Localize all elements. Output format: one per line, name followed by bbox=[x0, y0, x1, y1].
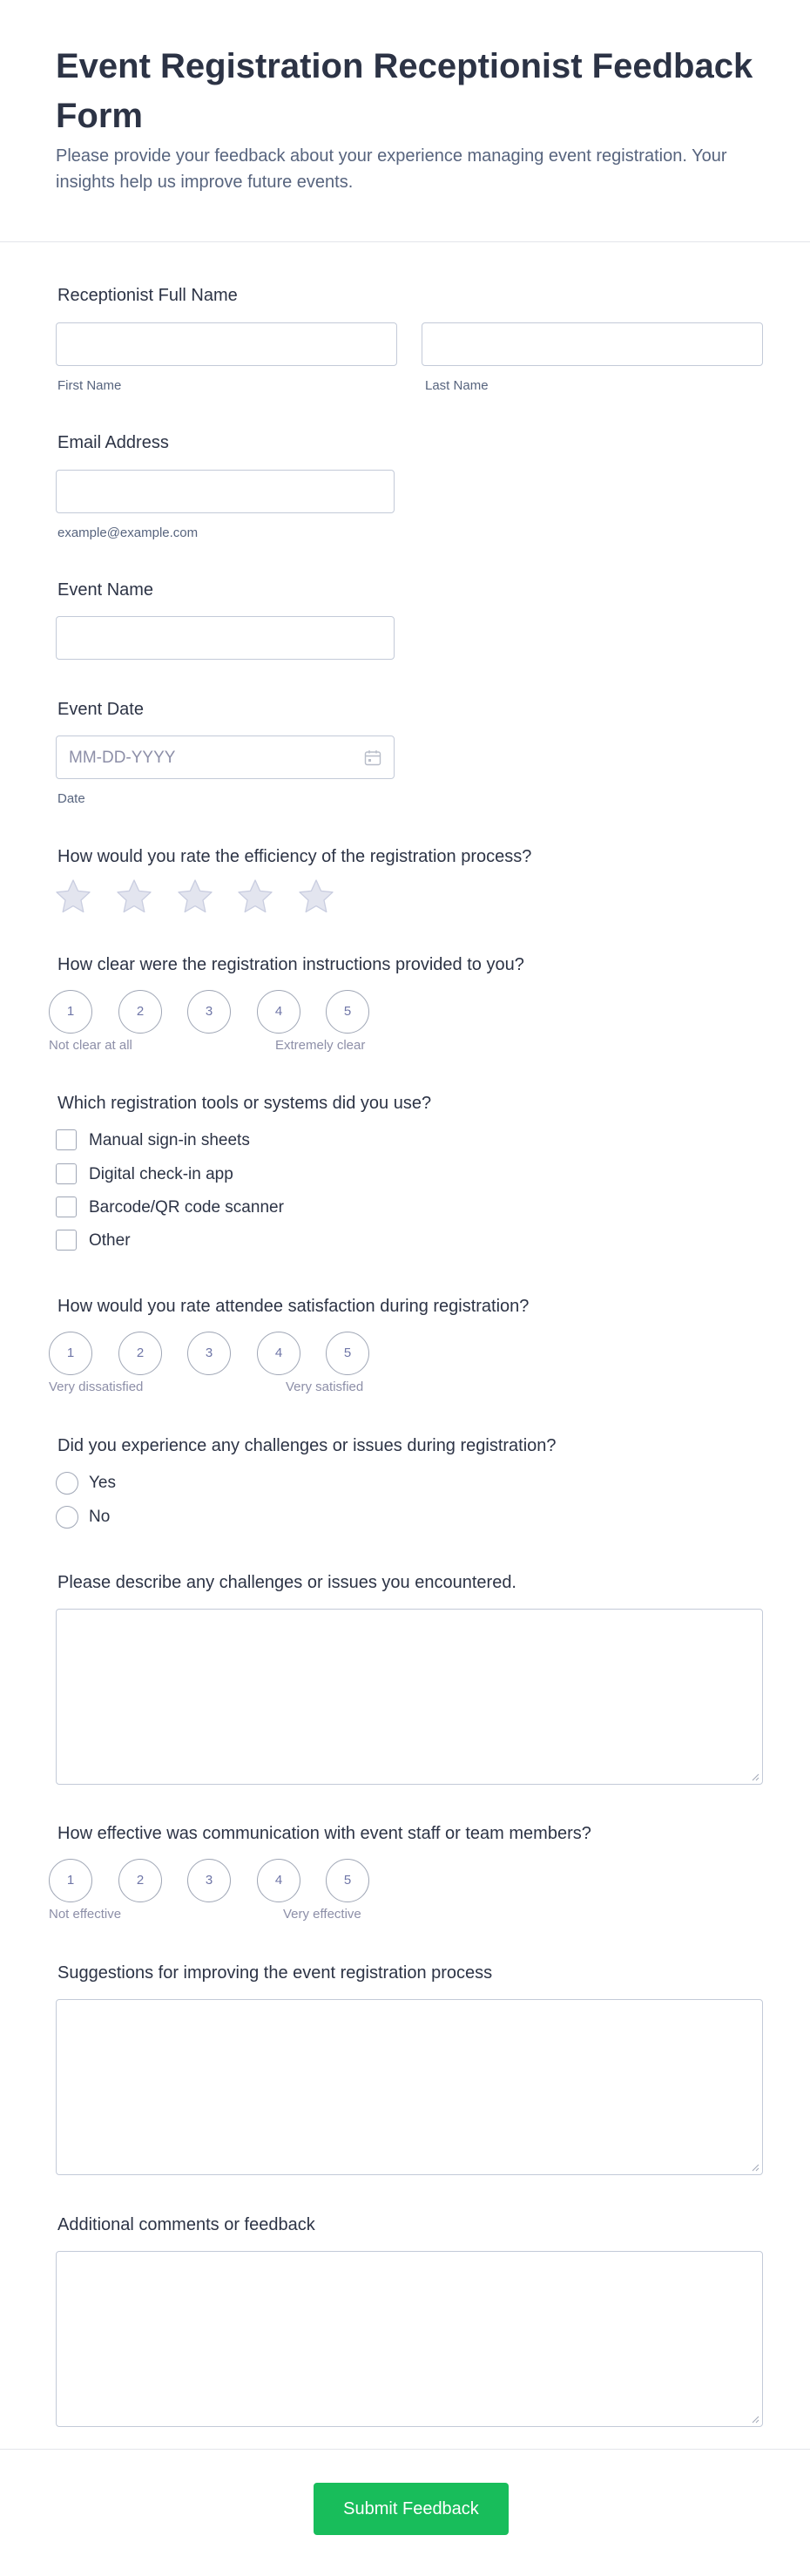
star-icon[interactable] bbox=[115, 878, 153, 916]
first-name-sublabel: First Name bbox=[57, 378, 122, 393]
checkbox[interactable] bbox=[56, 1230, 77, 1251]
star-icon[interactable] bbox=[297, 878, 335, 916]
satisfaction-label: How would you rate attendee satisfaction during registration? bbox=[57, 1297, 530, 1316]
email-input[interactable] bbox=[56, 470, 395, 513]
satisfaction-high-label: Very satisfied bbox=[286, 1380, 364, 1394]
clarity-label: How clear were the registration instructions provided to you? bbox=[57, 955, 524, 974]
form-header bbox=[0, 0, 810, 242]
last-name-input[interactable] bbox=[422, 322, 763, 366]
full-name-label: Receptionist Full Name bbox=[57, 286, 238, 305]
satisfaction-option[interactable]: 2 bbox=[118, 1332, 162, 1375]
checkbox-label: Digital check-in app bbox=[89, 1165, 233, 1183]
checkbox[interactable] bbox=[56, 1129, 77, 1150]
form-description: Please provide your feedback about your experience managing event registration. Your insights help us improve future events. bbox=[56, 146, 727, 192]
clarity-option[interactable]: 1 bbox=[49, 990, 92, 1034]
radio-label: No bbox=[89, 1508, 111, 1526]
radio-button[interactable] bbox=[56, 1472, 78, 1495]
resize-handle-icon[interactable] bbox=[751, 2163, 759, 2172]
radio-label: Yes bbox=[89, 1474, 116, 1492]
satisfaction-option[interactable]: 4 bbox=[257, 1332, 300, 1375]
communication-low-label: Not effective bbox=[49, 1907, 122, 1922]
checkbox-label: Manual sign-in sheets bbox=[89, 1131, 250, 1149]
email-label: Email Address bbox=[57, 433, 169, 452]
event-name-input[interactable] bbox=[56, 616, 395, 660]
event-date-input[interactable] bbox=[56, 736, 395, 779]
checkbox[interactable] bbox=[56, 1163, 77, 1184]
satisfaction-option[interactable]: 3 bbox=[187, 1332, 231, 1375]
clarity-option[interactable]: 4 bbox=[257, 990, 300, 1034]
clarity-option[interactable]: 2 bbox=[118, 990, 162, 1034]
clarity-option[interactable]: 5 bbox=[326, 990, 369, 1034]
resize-handle-icon[interactable] bbox=[751, 1773, 759, 1781]
communication-option[interactable]: 5 bbox=[326, 1859, 369, 1902]
satisfaction-option[interactable]: 5 bbox=[326, 1332, 369, 1375]
email-sublabel: example@example.com bbox=[57, 525, 199, 540]
clarity-option[interactable]: 3 bbox=[187, 990, 231, 1034]
communication-option[interactable]: 4 bbox=[257, 1859, 300, 1902]
communication-option[interactable]: 1 bbox=[49, 1859, 92, 1902]
form-footer bbox=[0, 2449, 810, 2576]
last-name-sublabel: Last Name bbox=[425, 378, 489, 393]
suggestions-textarea[interactable] bbox=[56, 1999, 763, 2175]
first-name-input[interactable] bbox=[56, 322, 397, 366]
clarity-low-label: Not clear at all bbox=[49, 1038, 132, 1053]
describe-label: Please describe any challenges or issues you encountered. bbox=[57, 1573, 516, 1592]
communication-high-label: Very effective bbox=[283, 1907, 361, 1922]
checkbox-label: Barcode/QR code scanner bbox=[89, 1198, 284, 1217]
star-icon[interactable] bbox=[54, 878, 92, 916]
radio-button[interactable] bbox=[56, 1506, 78, 1529]
event-date-placeholder: MM-DD-YYYY bbox=[69, 749, 176, 767]
communication-option[interactable]: 2 bbox=[118, 1859, 162, 1902]
tools-label: Which registration tools or systems did you use? bbox=[57, 1094, 432, 1113]
checkbox[interactable] bbox=[56, 1196, 77, 1217]
describe-textarea[interactable] bbox=[56, 1609, 763, 1785]
satisfaction-option[interactable]: 1 bbox=[49, 1332, 92, 1375]
star-icon[interactable] bbox=[236, 878, 274, 916]
resize-handle-icon[interactable] bbox=[751, 2415, 759, 2423]
event-name-label: Event Name bbox=[57, 580, 154, 600]
comments-label: Additional comments or feedback bbox=[57, 2215, 315, 2234]
comments-textarea[interactable] bbox=[56, 2251, 763, 2427]
satisfaction-low-label: Very dissatisfied bbox=[49, 1380, 144, 1394]
communication-label: How effective was communication with event staff or team members? bbox=[57, 1824, 591, 1843]
efficiency-label: How would you rate the efficiency of the registration process? bbox=[57, 847, 532, 866]
challenges-label: Did you experience any challenges or issues during registration? bbox=[57, 1436, 557, 1455]
clarity-high-label: Extremely clear bbox=[275, 1038, 366, 1053]
calendar-icon[interactable] bbox=[364, 749, 381, 766]
suggestions-label: Suggestions for improving the event registration process bbox=[57, 1963, 493, 1983]
event-date-sublabel: Date bbox=[57, 791, 85, 806]
star-icon[interactable] bbox=[176, 878, 214, 916]
communication-option[interactable]: 3 bbox=[187, 1859, 231, 1902]
event-date-label: Event Date bbox=[57, 700, 144, 719]
submit-button[interactable]: Submit Feedback bbox=[314, 2483, 509, 2535]
form-title: Event Registration Receptionist Feedback Form bbox=[56, 47, 753, 135]
checkbox-label: Other bbox=[89, 1231, 131, 1250]
